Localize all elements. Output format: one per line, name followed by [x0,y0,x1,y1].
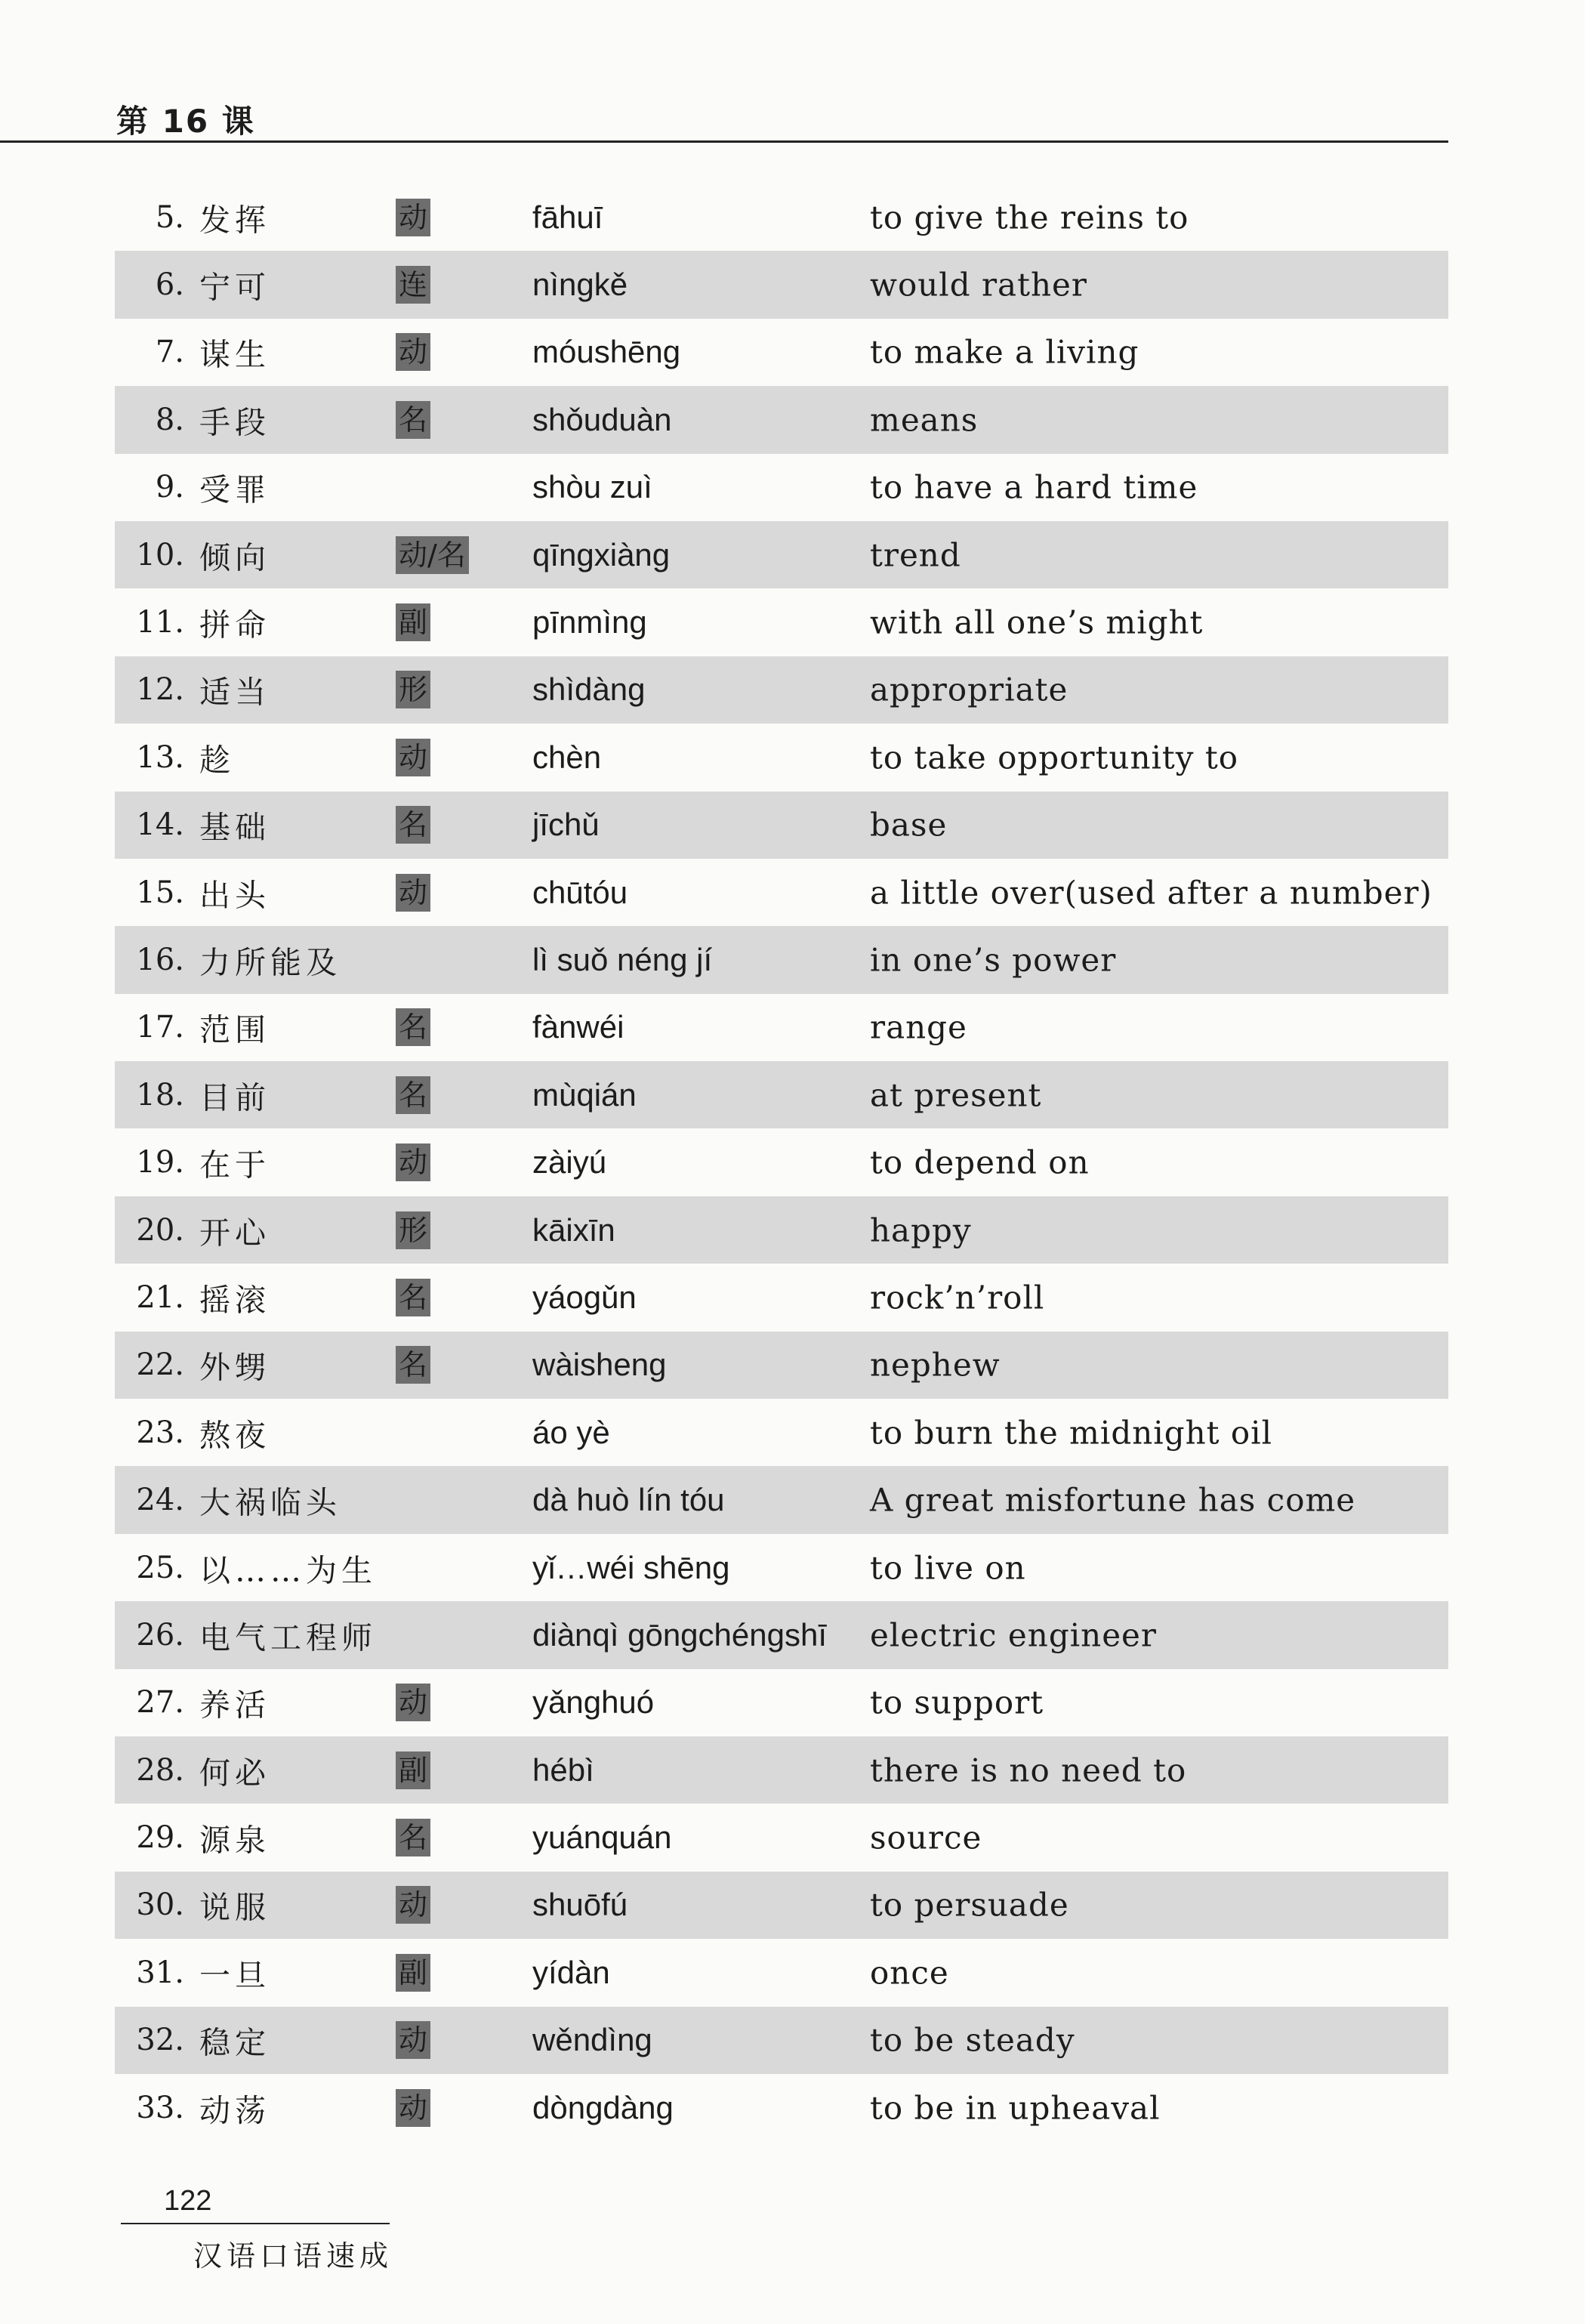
vocab-pinyin: zàiyú [532,1144,607,1181]
vocab-row [115,1804,1448,1871]
vocab-number: 5. [155,199,184,235]
vocab-number: 28. [136,1752,184,1788]
vocab-word: 受罪 [199,471,270,508]
vocab-translation: once [870,1954,949,1992]
vocab-word: 适当 [199,674,270,711]
vocab-number: 25. [136,1550,184,1585]
vocab-translation: to persuade [870,1886,1069,1924]
vocab-word: 出头 [199,877,270,914]
vocab-translation: nephew [870,1346,1001,1384]
vocab-translation: to be steady [870,2021,1075,2059]
header-divider [0,140,1448,143]
part-of-speech-badge: 形 [396,671,430,708]
vocab-pinyin: qīngxiàng [532,536,671,573]
vocab-row [115,1264,1448,1331]
vocab-pinyin: yáogǔn [532,1279,637,1315]
vocab-number: 33. [136,2090,184,2125]
vocab-pinyin: yǎnghuó [532,1684,655,1721]
vocab-row [115,1736,1448,1804]
vocab-number: 18. [136,1077,184,1113]
part-of-speech-badge: 副 [396,1751,430,1789]
vocab-pinyin: chèn [532,739,602,775]
vocab-pinyin: mùqián [532,1076,637,1113]
vocab-translation: there is no need to [870,1751,1187,1789]
vocab-number: 19. [136,1145,184,1181]
part-of-speech-badge: 名 [396,401,430,439]
vocab-number: 23. [136,1415,184,1450]
vocab-translation: appropriate [870,671,1068,708]
part-of-speech-badge: 动 [396,2021,430,2059]
part-of-speech-badge: 副 [396,1954,430,1992]
vocab-word: 趁 [199,742,235,779]
vocab-word: 宁可 [199,269,270,306]
vocab-word: 范围 [199,1011,270,1048]
book-title: 汉语口语速成 [193,2239,393,2273]
part-of-speech-badge: 名 [396,1819,430,1856]
vocab-word: 力所能及 [199,944,341,981]
vocab-row [115,1669,1448,1736]
vocab-word: 外甥 [199,1349,270,1386]
footer-divider [121,2223,390,2224]
vocab-word: 电气工程师 [199,1619,377,1656]
vocab-number: 20. [136,1212,184,1248]
vocab-row [115,724,1448,791]
vocab-translation: base [870,806,948,844]
vocab-row [115,2007,1448,2074]
vocab-translation: to take opportunity to [870,739,1239,776]
vocab-number: 15. [136,875,184,910]
vocab-word: 发挥 [199,202,270,239]
vocab-number: 22. [136,1347,184,1383]
vocab-pinyin: dà huò lín tóu [532,1482,725,1518]
vocab-row [115,1534,1448,1601]
part-of-speech-badge: 名 [396,1279,430,1316]
vocab-word: 谋生 [199,336,270,373]
part-of-speech-badge: 动/名 [396,536,469,574]
part-of-speech-badge: 名 [396,1346,430,1384]
vocab-pinyin: yídàn [532,1954,610,1990]
vocab-word: 摇滚 [199,1282,270,1319]
vocab-number: 24. [136,1483,184,1518]
vocab-translation: to live on [870,1549,1026,1586]
vocab-number: 6. [155,267,184,303]
vocab-pinyin: chūtóu [532,874,628,910]
part-of-speech-badge: 名 [396,806,430,844]
vocab-number: 32. [136,2023,184,2058]
vocab-number: 16. [136,942,184,977]
part-of-speech-badge: 名 [396,1076,430,1114]
vocab-pinyin: nìngkě [532,267,628,303]
vocab-row [115,1196,1448,1264]
vocab-number: 26. [136,1617,184,1653]
vocab-row [115,1332,1448,1399]
vocab-number: 27. [136,1685,184,1721]
vocab-translation: to make a living [870,333,1139,371]
vocab-word: 拼命 [199,606,270,643]
vocab-number: 31. [136,1955,184,1990]
vocab-word: 基础 [199,809,270,846]
vocab-number: 21. [136,1279,184,1315]
vocab-pinyin: yǐ…wéi shēng [532,1549,730,1585]
vocab-number: 8. [155,402,184,437]
vocab-pinyin: shǒuduàn [532,401,672,437]
vocab-translation: happy [870,1211,972,1249]
vocab-translation: in one’s power [870,941,1117,979]
vocab-row [115,1939,1448,2006]
part-of-speech-badge: 动 [396,333,430,371]
vocab-row [115,656,1448,724]
vocab-word: 目前 [199,1079,270,1116]
vocab-row [115,1466,1448,1533]
vocab-translation: with all one’s might [870,603,1204,641]
vocab-pinyin: shìdàng [532,671,646,708]
vocab-word: 以……为生 [199,1552,377,1588]
vocab-pinyin: wěndìng [532,2022,652,2058]
part-of-speech-badge: 形 [396,1211,430,1249]
vocab-number: 7. [155,335,184,370]
vocab-translation: a little over(used after a number) [870,874,1432,912]
vocab-row [115,1601,1448,1668]
vocab-row [115,454,1448,521]
vocab-number: 11. [136,605,184,640]
vocab-word: 何必 [199,1755,270,1792]
vocab-translation: trend [870,536,961,574]
vocab-pinyin: lì suǒ néng jí [532,941,713,977]
vocab-pinyin: shuōfú [532,1887,628,1923]
vocab-number: 29. [136,1820,184,1856]
vocab-number: 10. [136,537,184,573]
vocab-translation: range [870,1008,967,1046]
vocab-pinyin: shòu zuì [532,469,652,505]
vocab-number: 14. [136,807,184,843]
vocab-translation: to give the reins to [870,199,1189,236]
vocab-row [115,2074,1448,2141]
vocab-translation: at present [870,1076,1042,1114]
part-of-speech-badge: 副 [396,603,430,641]
vocab-row [115,521,1448,588]
part-of-speech-badge: 动 [396,1886,430,1924]
part-of-speech-badge: 动 [396,874,430,912]
vocab-word: 说服 [199,1889,270,1926]
vocab-translation: to be in upheaval [870,2089,1161,2127]
vocab-pinyin: jīchǔ [532,807,600,843]
vocab-pinyin: wàisheng [532,1347,667,1383]
vocab-row [115,319,1448,386]
vocab-row [115,792,1448,859]
vocab-number: 30. [136,1887,184,1923]
lesson-title: 第 16 课 [116,103,255,140]
vocab-translation: to burn the midnight oil [870,1414,1273,1452]
part-of-speech-badge: 动 [396,1684,430,1721]
vocab-pinyin: áo yè [532,1414,610,1450]
vocab-translation: rock’n’roll [870,1279,1045,1316]
vocab-row [115,1128,1448,1196]
vocab-pinyin: dòngdàng [532,2089,674,2125]
vocab-row [115,184,1448,251]
vocab-word: 大祸临头 [199,1484,341,1521]
part-of-speech-badge: 名 [396,1008,430,1046]
vocab-number: 17. [136,1010,184,1045]
vocab-pinyin: yuánquán [532,1819,672,1856]
vocab-row [115,859,1448,926]
vocab-row [115,1399,1448,1466]
vocab-row [115,251,1448,318]
part-of-speech-badge: 连 [396,266,430,304]
part-of-speech-badge: 动 [396,1143,430,1181]
vocab-pinyin: fāhuī [532,199,603,235]
vocab-word: 倾向 [199,539,270,576]
vocab-word: 手段 [199,404,270,441]
vocab-word: 一旦 [199,1957,270,1994]
vocab-row [115,994,1448,1061]
vocab-translation: to depend on [870,1143,1090,1181]
page-number: 122 [164,2185,212,2217]
vocab-pinyin: diànqì gōngchéngshī [532,1616,827,1653]
vocab-translation: electric engineer [870,1616,1157,1654]
vocab-word: 源泉 [199,1822,270,1859]
vocab-word: 养活 [199,1687,270,1724]
vocab-word: 动荡 [199,2092,270,2129]
vocab-translation: means [870,401,979,439]
vocab-pinyin: móushēng [532,334,681,370]
vocab-row [115,1872,1448,1939]
vocab-pinyin: kāixīn [532,1211,615,1248]
vocab-word: 熬夜 [199,1417,270,1454]
vocabulary-list [115,184,1448,2141]
vocab-word: 在于 [199,1147,270,1184]
vocab-translation: would rather [870,266,1087,304]
vocab-translation: to support [870,1684,1044,1721]
vocab-number: 13. [136,739,184,775]
vocab-pinyin: pīnmìng [532,604,647,640]
vocab-row [115,1061,1448,1128]
vocab-word: 开心 [199,1214,270,1252]
vocab-translation: to have a hard time [870,468,1198,506]
part-of-speech-badge: 动 [396,2089,430,2127]
vocab-row [115,588,1448,656]
vocab-number: 12. [136,672,184,708]
part-of-speech-badge: 动 [396,739,430,776]
vocab-word: 稳定 [199,2024,270,2061]
vocab-number: 9. [155,470,184,505]
vocab-translation: source [870,1819,982,1856]
vocab-pinyin: hébì [532,1751,594,1788]
vocab-pinyin: fànwéi [532,1009,624,1045]
vocab-translation: A great misfortune has come [870,1481,1356,1519]
vocab-row [115,926,1448,993]
part-of-speech-badge: 动 [396,199,430,236]
vocab-row [115,386,1448,453]
